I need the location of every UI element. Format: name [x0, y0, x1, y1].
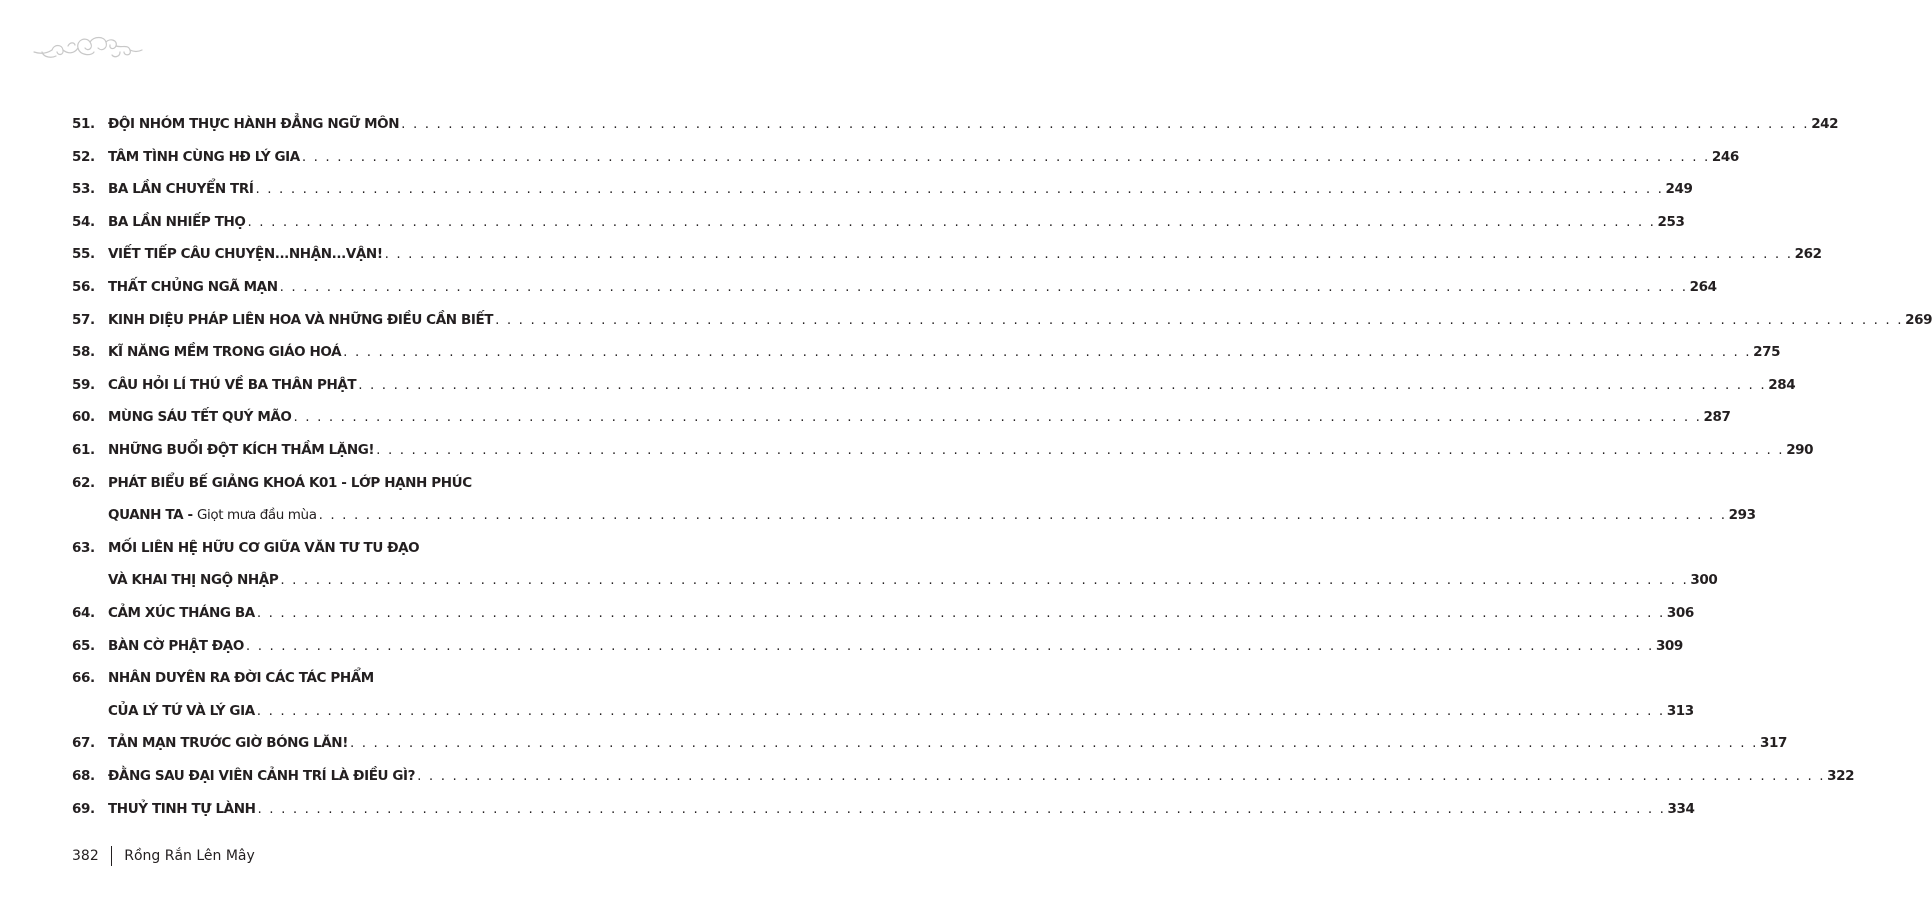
- toc-entry-page: 313: [1666, 702, 1694, 719]
- toc-entry-page: 300: [1690, 572, 1718, 589]
- dot-leader: . . . . . . . . . . . . . . . . . . . . . . . . . . . . . . . . . . . . . . . . . . . . . . . . . . . . . . . . . . . . . . . . . . . . . . . . . . . . . . . . . . . . . . . . . . . . . . . . . . . . . . . . . . . . . . . . . . . . . . . .: [495, 311, 1904, 328]
- toc-entry-number: 65.: [72, 637, 95, 654]
- toc-entry-number: 64.: [72, 605, 95, 621]
- toc-entry-number: 57.: [72, 311, 95, 328]
- dot-leader: . . . . . . . . . . . . . . . . . . . . . . . . . . . . . . . . . . . . . . . . . . . . . . . . . . . . . . . . . . . . . . . . . . . . . . . . . . . . . . . . . . . . . . . . . . . . . . . . . . . . . . . . . . . . . . . . . . . . . . . .: [417, 767, 1826, 784]
- toc-entry-page: 253: [1657, 213, 1685, 230]
- toc-entry-number: 68.: [72, 767, 95, 784]
- toc-entry-number: 62.: [72, 474, 95, 491]
- book-title: Rồng Rắn Lên Mây: [124, 848, 255, 864]
- dot-leader: . . . . . . . . . . . . . . . . . . . . . . . . . . . . . . . . . . . . . . . . . . . . . . . . . . . . . . . . . . . . . . . . . . . . . . . . . . . . . . . . . . . . . . . . . . . . . . . . . . . . . . . . . . . . . . . . . . . . . . . .: [256, 702, 1665, 719]
- toc-entry-page: 269: [1905, 311, 1932, 328]
- dot-leader: . . . . . . . . . . . . . . . . . . . . . . . . . . . . . . . . . . . . . . . . . . . . . . . . . . . . . . . . . . . . . . . . . . . . . . . . . . . . . . . . . . . . . . . . . . . . . . . . . . . . . . . . . . . . . . . . . . . . . . . .: [318, 507, 1727, 524]
- toc-entry-title: BÀN CỜ PHẬT ĐẠO: [108, 637, 244, 654]
- dot-leader: . . . . . . . . . . . . . . . . . . . . . . . . . . . . . . . . . . . . . . . . . . . . . . . . . . . . . . . . . . . . . . . . . . . . . . . . . . . . . . . . . . . . . . . . . . . . . . . . . . . . . . . . . . . . . . . . . . . . . . . .: [247, 213, 1656, 230]
- toc-entry-subtitle: Giọt mưa đầu mùa: [196, 507, 317, 524]
- dot-leader: . . . . . . . . . . . . . . . . . . . . . . . . . . . . . . . . . . . . . . . . . . . . . . . . . . . . . . . . . . . . . . . . . . . . . . . . . . . . . . . . . . . . . . . . . . . . . . . . . . . . . . . . . . . . . . . . . . . . . . . .: [257, 800, 1666, 817]
- dot-leader: . . . . . . . . . . . . . . . . . . . . . . . . . . . . . . . . . . . . . . . . . . . . . . . . . . . . . . . . . . . . . . . . . . . . . . . . . . . . . . . . . . . . . . . . . . . . . . . . . . . . . . . . . . . . . . . . . . . . . . . .: [293, 409, 1702, 426]
- page-footer: [72, 846, 255, 866]
- toc-entry: [72, 783, 1695, 817]
- toc-entry-title: MÙNG SÁU TẾT QUÝ MÃO: [108, 409, 292, 426]
- toc-entry-number: 51.: [72, 116, 95, 133]
- toc-entry: [72, 523, 1718, 589]
- toc-entry: [72, 164, 1693, 198]
- dot-leader: . . . . . . . . . . . . . . . . . . . . . . . . . . . . . . . . . . . . . . . . . . . . . . . . . . . . . . . . . . . . . . . . . . . . . . . . . . . . . . . . . . . . . . . . . . . . . . . . . . . . . . . . . . . . . . . . . . . . . . . .: [376, 442, 1785, 459]
- toc-entry-number: 61.: [72, 442, 95, 459]
- toc-entry-number: 59.: [72, 376, 95, 393]
- table-of-contents: [72, 99, 1932, 817]
- page-number: 382: [72, 848, 99, 864]
- toc-entry-page: 306: [1666, 605, 1694, 621]
- toc-entry-number: 55.: [72, 246, 95, 263]
- toc-entry-page: 287: [1703, 409, 1731, 426]
- toc-entry-title: VÀ KHAI THỊ NGỘ NHẬP: [108, 572, 279, 589]
- dot-leader: . . . . . . . . . . . . . . . . . . . . . . . . . . . . . . . . . . . . . . . . . . . . . . . . . . . . . . . . . . . . . . . . . . . . . . . . . . . . . . . . . . . . . . . . . . . . . . . . . . . . . . . . . . . . . . . . . . . . . . . .: [343, 344, 1752, 361]
- toc-entry-title: CÂU HỎI LÍ THÚ VỀ BA THÂN PHẬT: [108, 376, 357, 393]
- toc-entry-number: 69.: [72, 800, 95, 817]
- toc-entry: [72, 360, 1796, 393]
- toc-entry-page: 293: [1728, 507, 1756, 524]
- toc-entry-number: 56.: [72, 279, 95, 296]
- toc-entry-number: 60.: [72, 409, 95, 426]
- dot-leader: . . . . . . . . . . . . . . . . . . . . . . . . . . . . . . . . . . . . . . . . . . . . . . . . . . . . . . . . . . . . . . . . . . . . . . . . . . . . . . . . . . . . . . . . . . . . . . . . . . . . . . . . . . . . . . . . . . . . . . . .: [301, 148, 1710, 165]
- toc-entry-number: 53.: [72, 181, 95, 198]
- dot-leader: . . . . . . . . . . . . . . . . . . . . . . . . . . . . . . . . . . . . . . . . . . . . . . . . . . . . . . . . . . . . . . . . . . . . . . . . . . . . . . . . . . . . . . . . . . . . . . . . . . . . . . . . . . . . . . . . . . . . . . . .: [280, 572, 1689, 589]
- dot-leader: . . . . . . . . . . . . . . . . . . . . . . . . . . . . . . . . . . . . . . . . . . . . . . . . . . . . . . . . . . . . . . . . . . . . . . . . . . . . . . . . . . . . . . . . . . . . . . . . . . . . . . . . . . . . . . . . . . . . . . . .: [358, 376, 1767, 393]
- cloud-ornament-icon: [32, 30, 144, 62]
- toc-entry-title: NHỮNG BUỔI ĐỘT KÍCH THẦM LẶNG!: [108, 442, 375, 459]
- dot-leader: . . . . . . . . . . . . . . . . . . . . . . . . . . . . . . . . . . . . . . . . . . . . . . . . . . . . . . . . . . . . . . . . . . . . . . . . . . . . . . . . . . . . . . . . . . . . . . . . . . . . . . . . . . . . . . . . . . . . . . . .: [255, 181, 1664, 198]
- toc-entry: [72, 751, 1855, 784]
- toc-entry-title: BA LẦN NHIẾP THỌ: [108, 213, 246, 230]
- toc-entry: [72, 327, 1781, 361]
- toc-entry-title-bold: QUANH TA -: [108, 507, 197, 524]
- toc-entry-page: 322: [1827, 767, 1855, 784]
- toc-entry-page: 317: [1759, 735, 1787, 752]
- toc-entry-title: KINH DIỆU PHÁP LIÊN HOA VÀ NHỮNG ĐIỀU CẦN BIẾT: [108, 311, 494, 328]
- toc-entry: [72, 653, 1694, 719]
- dot-leader: . . . . . . . . . . . . . . . . . . . . . . . . . . . . . . . . . . . . . . . . . . . . . . . . . . . . . . . . . . . . . . . . . . . . . . . . . . . . . . . . . . . . . . . . . . . . . . . . . . . . . . . . . . . . . . . . . . . . . . . .: [384, 246, 1793, 263]
- toc-entry: [72, 262, 1717, 296]
- toc-entry-title: THẤT CHỦNG NGÃ MẠN: [108, 279, 278, 296]
- toc-entry-page: 284: [1768, 376, 1796, 393]
- toc-entry: [72, 132, 1739, 165]
- dot-leader: . . . . . . . . . . . . . . . . . . . . . . . . . . . . . . . . . . . . . . . . . . . . . . . . . . . . . . . . . . . . . . . . . . . . . . . . . . . . . . . . . . . . . . . . . . . . . . . . . . . . . . . . . . . . . . . . . . . . . . . .: [245, 637, 1654, 654]
- dot-leader: . . . . . . . . . . . . . . . . . . . . . . . . . . . . . . . . . . . . . . . . . . . . . . . . . . . . . . . . . . . . . . . . . . . . . . . . . . . . . . . . . . . . . . . . . . . . . . . . . . . . . . . . . . . . . . . . . . . . . . . .: [279, 279, 1688, 296]
- toc-entry-title: ĐỘI NHÓM THỰC HÀNH ĐẲNG NGỮ MÔN: [108, 116, 400, 133]
- dot-leader: . . . . . . . . . . . . . . . . . . . . . . . . . . . . . . . . . . . . . . . . . . . . . . . . . . . . . . . . . . . . . . . . . . . . . . . . . . . . . . . . . . . . . . . . . . . . . . . . . . . . . . . . . . . . . . . . . . . . . . . .: [401, 116, 1810, 133]
- footer-divider: [111, 846, 113, 866]
- toc-entry-number: 58.: [72, 344, 95, 361]
- toc-entry: [72, 392, 1731, 426]
- toc-entry-title: KĨ NĂNG MỀM TRONG GIÁO HOÁ: [108, 344, 342, 361]
- toc-entry: [72, 229, 1822, 263]
- toc-entry: [72, 718, 1787, 752]
- toc-entry-title: VIẾT TIẾP CÂU CHUYỆN...NHẬN...VẬN!: [108, 246, 383, 263]
- toc-entry-title: THUỶ TINH TỰ LÀNH: [108, 800, 256, 817]
- toc-entry-title: BA LẦN CHUYỂN TRÍ: [108, 181, 254, 198]
- toc-entry: [72, 197, 1685, 230]
- toc-entry-number: 54.: [72, 213, 95, 230]
- toc-entry-page: 264: [1689, 279, 1717, 296]
- toc-entry-number: 67.: [72, 735, 95, 752]
- toc-entry-title: TÂM TÌNH CÙNG HĐ LÝ GIA: [108, 148, 300, 165]
- toc-entry: [72, 588, 1694, 621]
- toc-entry-page: 242: [1811, 116, 1839, 133]
- toc-entry-page: 249: [1665, 181, 1693, 198]
- toc-entry-title: CỦA LÝ TỨ VÀ LÝ GIA: [108, 702, 255, 719]
- toc-entry-title: TẢN MẠN TRƯỚC GIỜ BÓNG LĂN!: [108, 735, 348, 752]
- toc-entry-page: 262: [1794, 246, 1822, 263]
- toc-entry: [72, 621, 1683, 654]
- toc-entry: [72, 295, 1932, 328]
- dot-leader: . . . . . . . . . . . . . . . . . . . . . . . . . . . . . . . . . . . . . . . . . . . . . . . . . . . . . . . . . . . . . . . . . . . . . . . . . . . . . . . . . . . . . . . . . . . . . . . . . . . . . . . . . . . . . . . . . . . . . . . .: [349, 735, 1758, 752]
- toc-entry-title: CẢM XÚC THÁNG BA: [108, 605, 255, 621]
- toc-entry-title: [108, 509, 317, 523]
- toc-entry-page: 290: [1786, 442, 1814, 459]
- toc-entry-title: ĐẰNG SAU ĐẠI VIÊN CẢNH TRÍ LÀ ĐIỀU GÌ?: [108, 767, 416, 784]
- toc-entry-number: 52.: [72, 148, 95, 165]
- toc-entry: [72, 425, 1814, 459]
- toc-entry-page: 334: [1667, 800, 1695, 817]
- toc-entry-number: 63.: [72, 539, 95, 556]
- toc-entry-page: 275: [1753, 344, 1781, 361]
- dot-leader: . . . . . . . . . . . . . . . . . . . . . . . . . . . . . . . . . . . . . . . . . . . . . . . . . . . . . . . . . . . . . . . . . . . . . . . . . . . . . . . . . . . . . . . . . . . . . . . . . . . . . . . . . . . . . . . . . . . . . . . .: [256, 605, 1665, 621]
- toc-entry: [72, 99, 1839, 133]
- toc-entry-title: MỐI LIÊN HỆ HỮU CƠ GIỮA VĂN TƯ TU ĐẠO: [108, 539, 420, 556]
- toc-entry-page: 246: [1711, 148, 1739, 165]
- toc-entry-title: NHÂN DUYÊN RA ĐỜI CÁC TÁC PHẨM: [108, 670, 374, 687]
- toc-entry-page: 309: [1655, 637, 1683, 654]
- toc-entry-title: PHÁT BIỂU BẾ GIẢNG KHOÁ K01 - LỚP HẠNH PHÚC: [108, 474, 472, 491]
- toc-entry-number: 66.: [72, 670, 95, 687]
- toc-entry: [72, 458, 1756, 524]
